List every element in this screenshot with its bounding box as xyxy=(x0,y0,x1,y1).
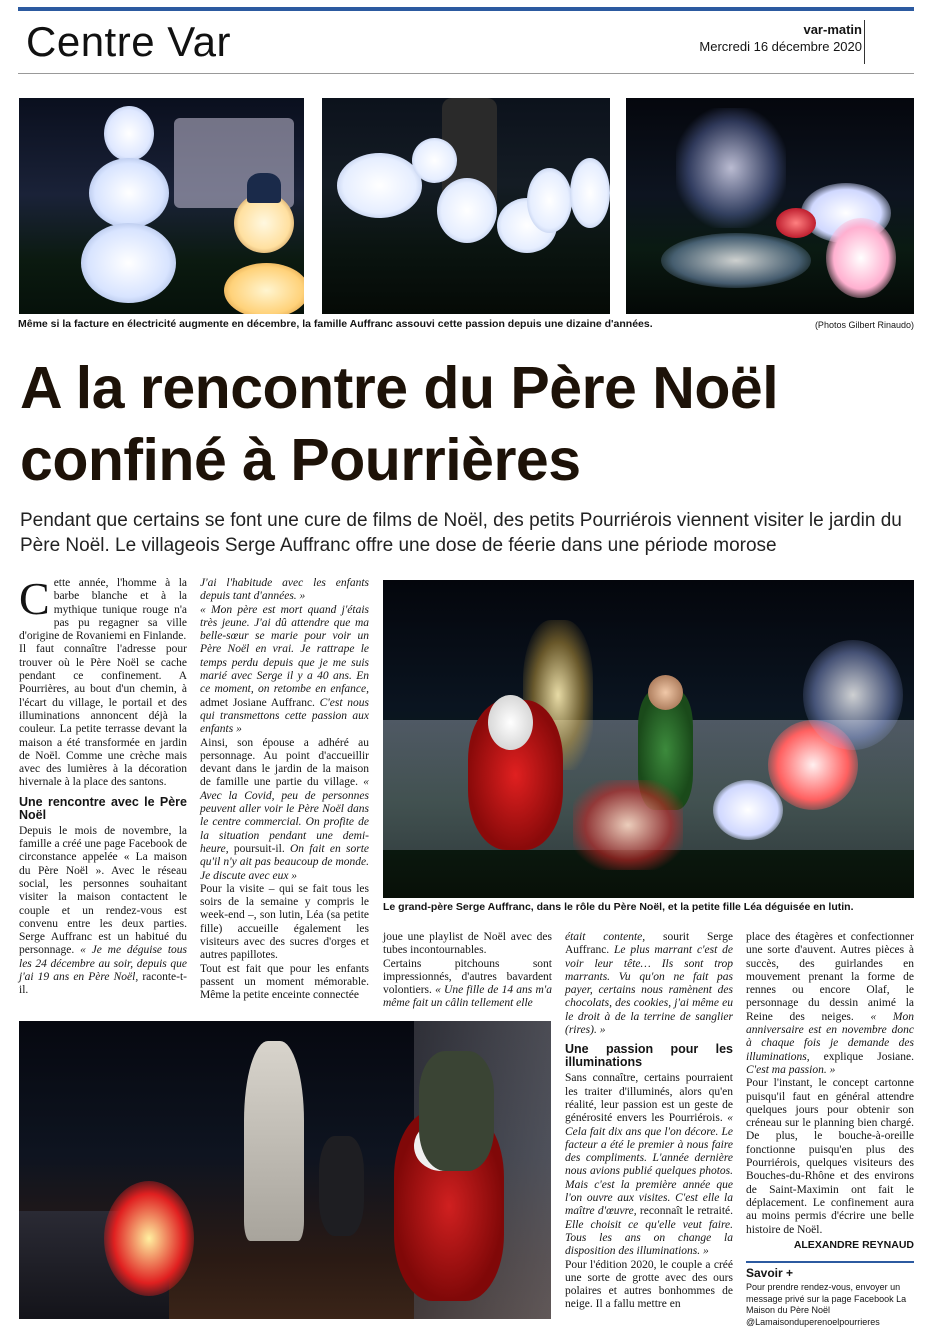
paragraph: place des étagères et confectionner une sorte d'auvent. Autres pièces à succès, des guirlandes en mouvement prenant la forme de rennes ou encore Olaf, le personnage du dessin animé la Reine des neiges. xyxy=(746,931,914,1023)
quote: « Je me déguise tous les 24 décembre au soir, depuis que j'ai 19 ans en Père Noël, xyxy=(19,944,188,984)
quote: « Mon père est mort quand j'étais très jeune. J'ai dû attendre que ma belle-sœur se marie pour voir un Père Noël en vrai. Je rattrape le temps perdu depuis que je me suis marié avec Serge il y a 40 ans. En ce moment, on retombe en enfance, xyxy=(200,603,369,696)
quote: était contente, xyxy=(565,931,646,943)
header-divider xyxy=(864,20,865,64)
photo-olaf-snowman xyxy=(19,98,304,314)
savoir-title: Savoir + xyxy=(746,1266,794,1280)
paragraph: Depuis le mois de novembre, la famille a créé une page Facebook de circonstance appelée « La maison du Père Noël ». Avec le réseau social, les personnes souhaitant visiter la maison contactent le couple et un rendez-vous est convenu entre les deux parties. Serge Auffranc est un habitué du personnage. xyxy=(19,824,187,957)
paragraph: Tout est fait que pour les enfants passent un moment mémorable. Même la petite enceinte connectée xyxy=(200,962,369,1002)
paragraph: Pour la visite – qui se fait tous les soirs de la semaine y compris le week-end –, son lutin, Léa (sa petite fille) accueille également les visiteurs avec des sucres d'orges et autres papillotes. xyxy=(200,882,369,962)
quote: Elle choisit ce qu'elle veut faire. Tous les ans on change la disposition des illuminations. » xyxy=(565,1218,733,1258)
paragraph: Il faut connaître l'adresse pour trouver où le Père Noël se cache pendant ce confinement. A Pourrières, au bout d'un chemin, à l'écart du village, le portail et des illuminations annoncent déjà la couleur. La petite terrasse devant la maison a été transformée en jardin de Noël. Comme une crèche mais avec des lumières à la décoration hivernale à la place des santons. xyxy=(19,643,187,789)
attribution: reconnaît le retraité. xyxy=(639,1205,733,1218)
paragraph: Sans connaître, certains pourraient les traiter d'illuminés, alors qu'en réalité, leur passion est un geste de générosité envers les Pourriérois. xyxy=(565,1072,733,1125)
main-photo-caption: Le grand-père Serge Auffranc, dans le rôle du Père Noël, et la petite fille Léa déguisée en lutin. xyxy=(383,901,854,913)
attribution: raconte-t-il. xyxy=(19,971,188,997)
paragraph: Pour l'édition 2020, le couple a créé une sorte de grotte avec des ours polaires et autres bonhommes de neige. Il a fallu mettre en xyxy=(565,1258,733,1311)
paragraph: joue une playlist de Noël avec des tubes incontournables. xyxy=(383,931,552,957)
savoir-rule xyxy=(746,1261,914,1263)
quote: « Cela fait dix ans que l'on décore. Le facteur a été le premier à nous faire des compliments. L'année dernière nous avions publié quelques photos. Mais c'est la première année que l'on ouvre aux visites. C'est elle la maître d'œuvre, xyxy=(565,1112,734,1218)
quote: On fait en sorte qu'il n'y ait pas beaucoup de monde. Je discute avec eux » xyxy=(200,842,370,882)
newspaper-brand: var-matin xyxy=(803,22,862,37)
article-column-2 xyxy=(200,577,369,1003)
top-accent-bar xyxy=(18,7,914,11)
paragraph: Pour l'instant, le concept cartonne puisqu'il faut en général attendre quelques jours pour obtenir son créneau sur le planning bien chargé. De plus, le bouche-à-oreille fonctionne puisqu'en plus des Pourriérois, quelques visiteurs des Bouches-du-Rhône et des environs de Saint-Maximin ont fait le déplacement. Le confinement aura au moins permis d'écrire une belle histoire de Noël. xyxy=(746,1077,914,1236)
attribution: explique Josiane. xyxy=(823,1050,914,1063)
section-title: Centre Var xyxy=(26,18,231,65)
quote: « Mon anniversaire est en novembre donc à chaque fois je demande des illuminations, xyxy=(746,1010,914,1063)
author-byline: ALEXANDRE REYNAUD xyxy=(793,1238,914,1251)
photo-santa-with-child xyxy=(19,1021,551,1319)
attribution: admet Josiane Auffranc. xyxy=(200,696,315,709)
subheading: Une rencontre avec le Père Noël xyxy=(19,794,187,822)
attribution: sourit Serge Auffranc. xyxy=(565,931,734,957)
quote: C'est nous qui transmettons cette passion aux enfants » xyxy=(200,696,369,736)
paragraph: Ainsi, son épouse a adhéré au personnage. Au point d'accueillir devant dans le jardin de la maison de famille une partie du village. xyxy=(200,736,369,789)
article-column-3 xyxy=(383,931,552,1011)
photo-santa-and-elf xyxy=(383,580,914,898)
paragraph: ette année, l'homme à la barbe blanche et à la mythique tunique rouge n'a pas pu regagner sa ville d'origine de Rovaniemi en Finlande. xyxy=(19,577,187,643)
top-photos-caption: Même si la facture en électricité augmente en décembre, la famille Auffranc assouvi cette passion depuis une dizaine d'années. xyxy=(18,318,653,330)
article-column-1 xyxy=(19,573,188,998)
quote: C'est ma passion. » xyxy=(746,1063,836,1076)
quote: Le plus marrant c'est de voir leur tête… Ils sont trop marrants. Vu qu'on ne fait pas payer, certains nous ramènent des chocolats, des cookies, j'ai même eu le droit à de la terrine de sanglier (rires). » xyxy=(565,944,733,1037)
quote: J'ai l'habitude avec les enfants depuis tant d'années. » xyxy=(200,577,369,603)
headline: A la rencontre du Père Noël confiné à Pourrières xyxy=(20,355,779,493)
article-column-4 xyxy=(565,931,733,1312)
subheading: Une passion pour les illuminations xyxy=(565,1042,733,1070)
photo-polar-bears xyxy=(322,98,610,314)
article-column-5 xyxy=(746,931,914,1252)
header-rule xyxy=(18,73,914,74)
photo-credit: (Photos Gilbert Rinaudo) xyxy=(814,320,914,330)
standfirst: Pendant que certains se font une cure de films de Noël, des petits Pourriérois viennent visiter le jardin du Père Noël. Le villageois Serge Auffranc offre une dose de féerie dans une période morose xyxy=(20,510,902,556)
paragraph: Certains pitchouns sont impressionnés, d'autres bavardent volontiers. xyxy=(383,957,552,997)
drop-cap: C xyxy=(19,573,50,624)
issue-date: Mercredi 16 décembre 2020 xyxy=(699,39,862,54)
attribution: poursuit-il. xyxy=(233,842,285,855)
quote: « Avec la Covid, peu de personnes peuvent aller voir le Père Noël dans le centre commercial. On profite de la situation pendant une demi-heure, xyxy=(200,776,370,855)
savoir-text: Pour prendre rendez-vous, envoyer un message privé sur la page Facebook La Maison du Père Noël @Lamaisonduperenoelpourrieres xyxy=(746,1282,907,1327)
photo-garden-illuminations xyxy=(626,98,914,314)
quote: « Une fille de 14 ans m'a même fait un câlin tellement elle xyxy=(383,984,553,1010)
